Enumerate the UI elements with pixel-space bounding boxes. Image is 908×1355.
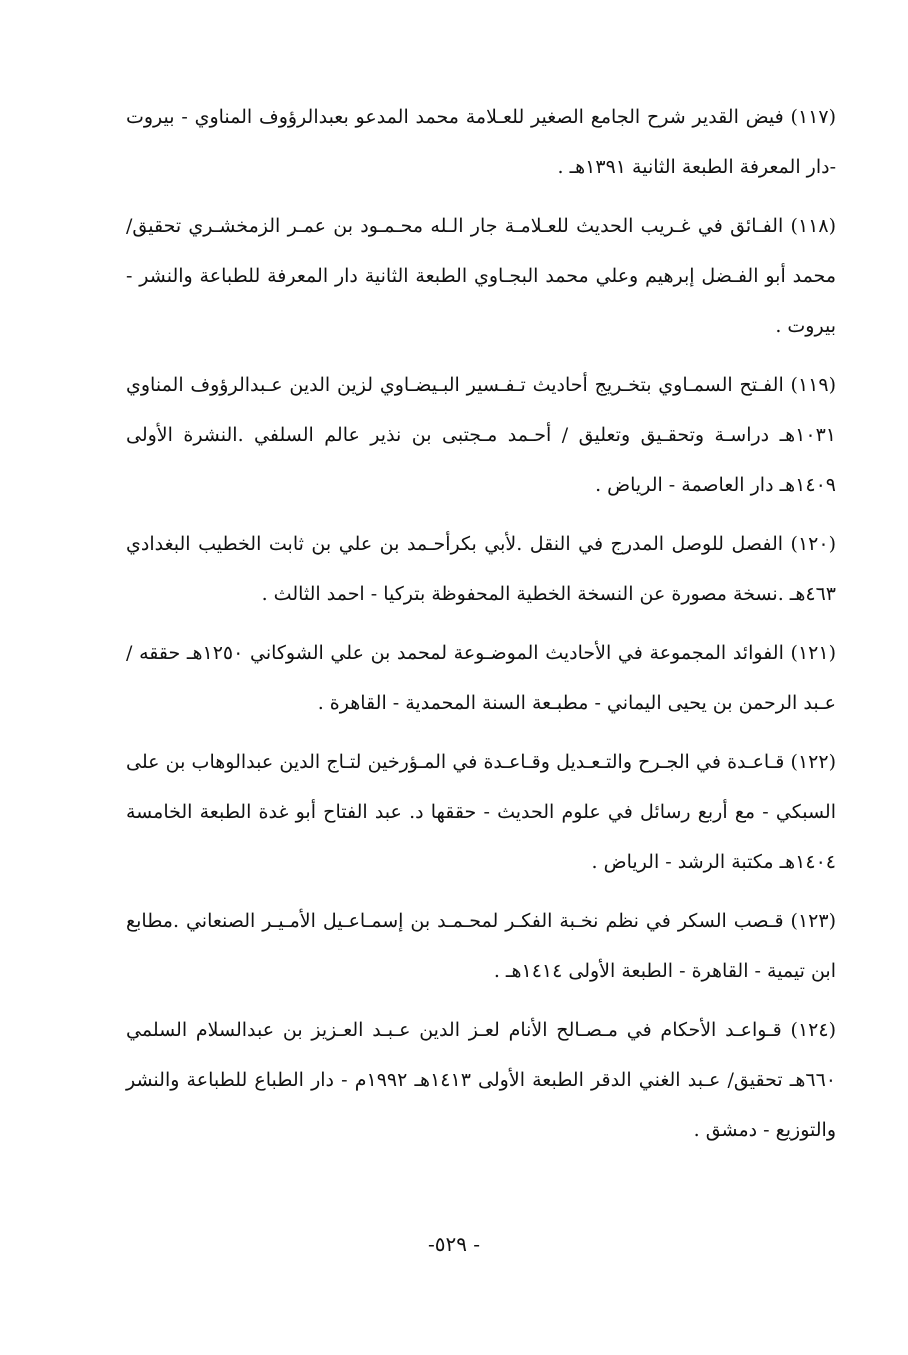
reference-entry-121: (١٢١) الفوائد المجموعة في الأحاديث الموضـوعة لمحمد بن علي الشوكاني ١٢٥٠هـ حققه / عـبد الرحمن بن يحيى اليماني - مطبـعة السنة المحمدية - القاهرة . <box>126 642 836 714</box>
bibliography-list <box>126 92 836 1164</box>
reference-entry-120: (١٢٠) الفصل للوصل المدرج في النقل .لأبي بكرأحـمد بن علي بن ثابت الخطيب البغدادي ٤٦٣هـ .نسخة مصورة عن النسخة الخطية المحفوظة بتركيا - احمد الثالث . <box>126 533 836 605</box>
reference-entry-124: (١٢٤) قـواعـد الأحكام في مـصـالح الأنام لعـز الدين عـبـد العـزيز بن عبدالسلام السلمي ٦٦٠هـ تحقيق/ عـبد الغني الدقر الطبعة الأولى ١٤١٣هـ ١٩٩٢م - دار الطباع للطباعة والنشر والتوزيع - دمشق . <box>126 1019 836 1141</box>
reference-entry-117: (١١٧) فيض القدير شرح الجامع الصغير للعـلامة محمد المدعو بعبدالرؤوف المناوي - بيروت -دار المعرفة الطبعة الثانية ١٣٩١هـ . <box>126 106 836 178</box>
reference-entry-123: (١٢٣) قـصب السكر في نظم نخـبة الفكـر لمحـمـد بن إسمـاعـيل الأمـيـر الصنعاني .مطابع ابن تيمية - القاهرة - الطبعة الأولى ١٤١٤هـ . <box>126 910 836 982</box>
page-number: - ٥٢٩- <box>427 1232 481 1256</box>
reference-entry-122: (١٢٢) قـاعـدة في الجـرح والتـعـديل وقـاعـدة في المـؤرخين لتـاج الدين عبدالوهاب بن على السبكي - مع أربع رسائل في علوم الحديث - حققها د. عبد الفتاح أبو غدة الطبعة الخامسة ١٤٠٤هـ مكتبة الرشد - الرياض . <box>126 751 836 873</box>
reference-entry-118: (١١٨) الفـائق في غـريب الحديث للعـلامـة جار الـله محـمـود بن عمـر الزمخشـري تحقيق/ محمد أبو الفـضل إبرهيم وعلي محمد البجـاوي الطبعة الثانية دار المعرفة للطباعة والنشر - بيروت . <box>126 215 836 337</box>
reference-entry-119: (١١٩) الفـتح السمـاوي بتخـريج أحاديث تـفـسير البـيضـاوي لزين الدين عـبدالرؤوف المناوي ١٠٣١هـ دراسـة وتحقـيق وتعليق / أحـمد مـجتبى بن نذير عالم السلفي .النشرة الأولى ١٤٠٩هـ دار العاصمة - الرياض . <box>126 374 836 496</box>
